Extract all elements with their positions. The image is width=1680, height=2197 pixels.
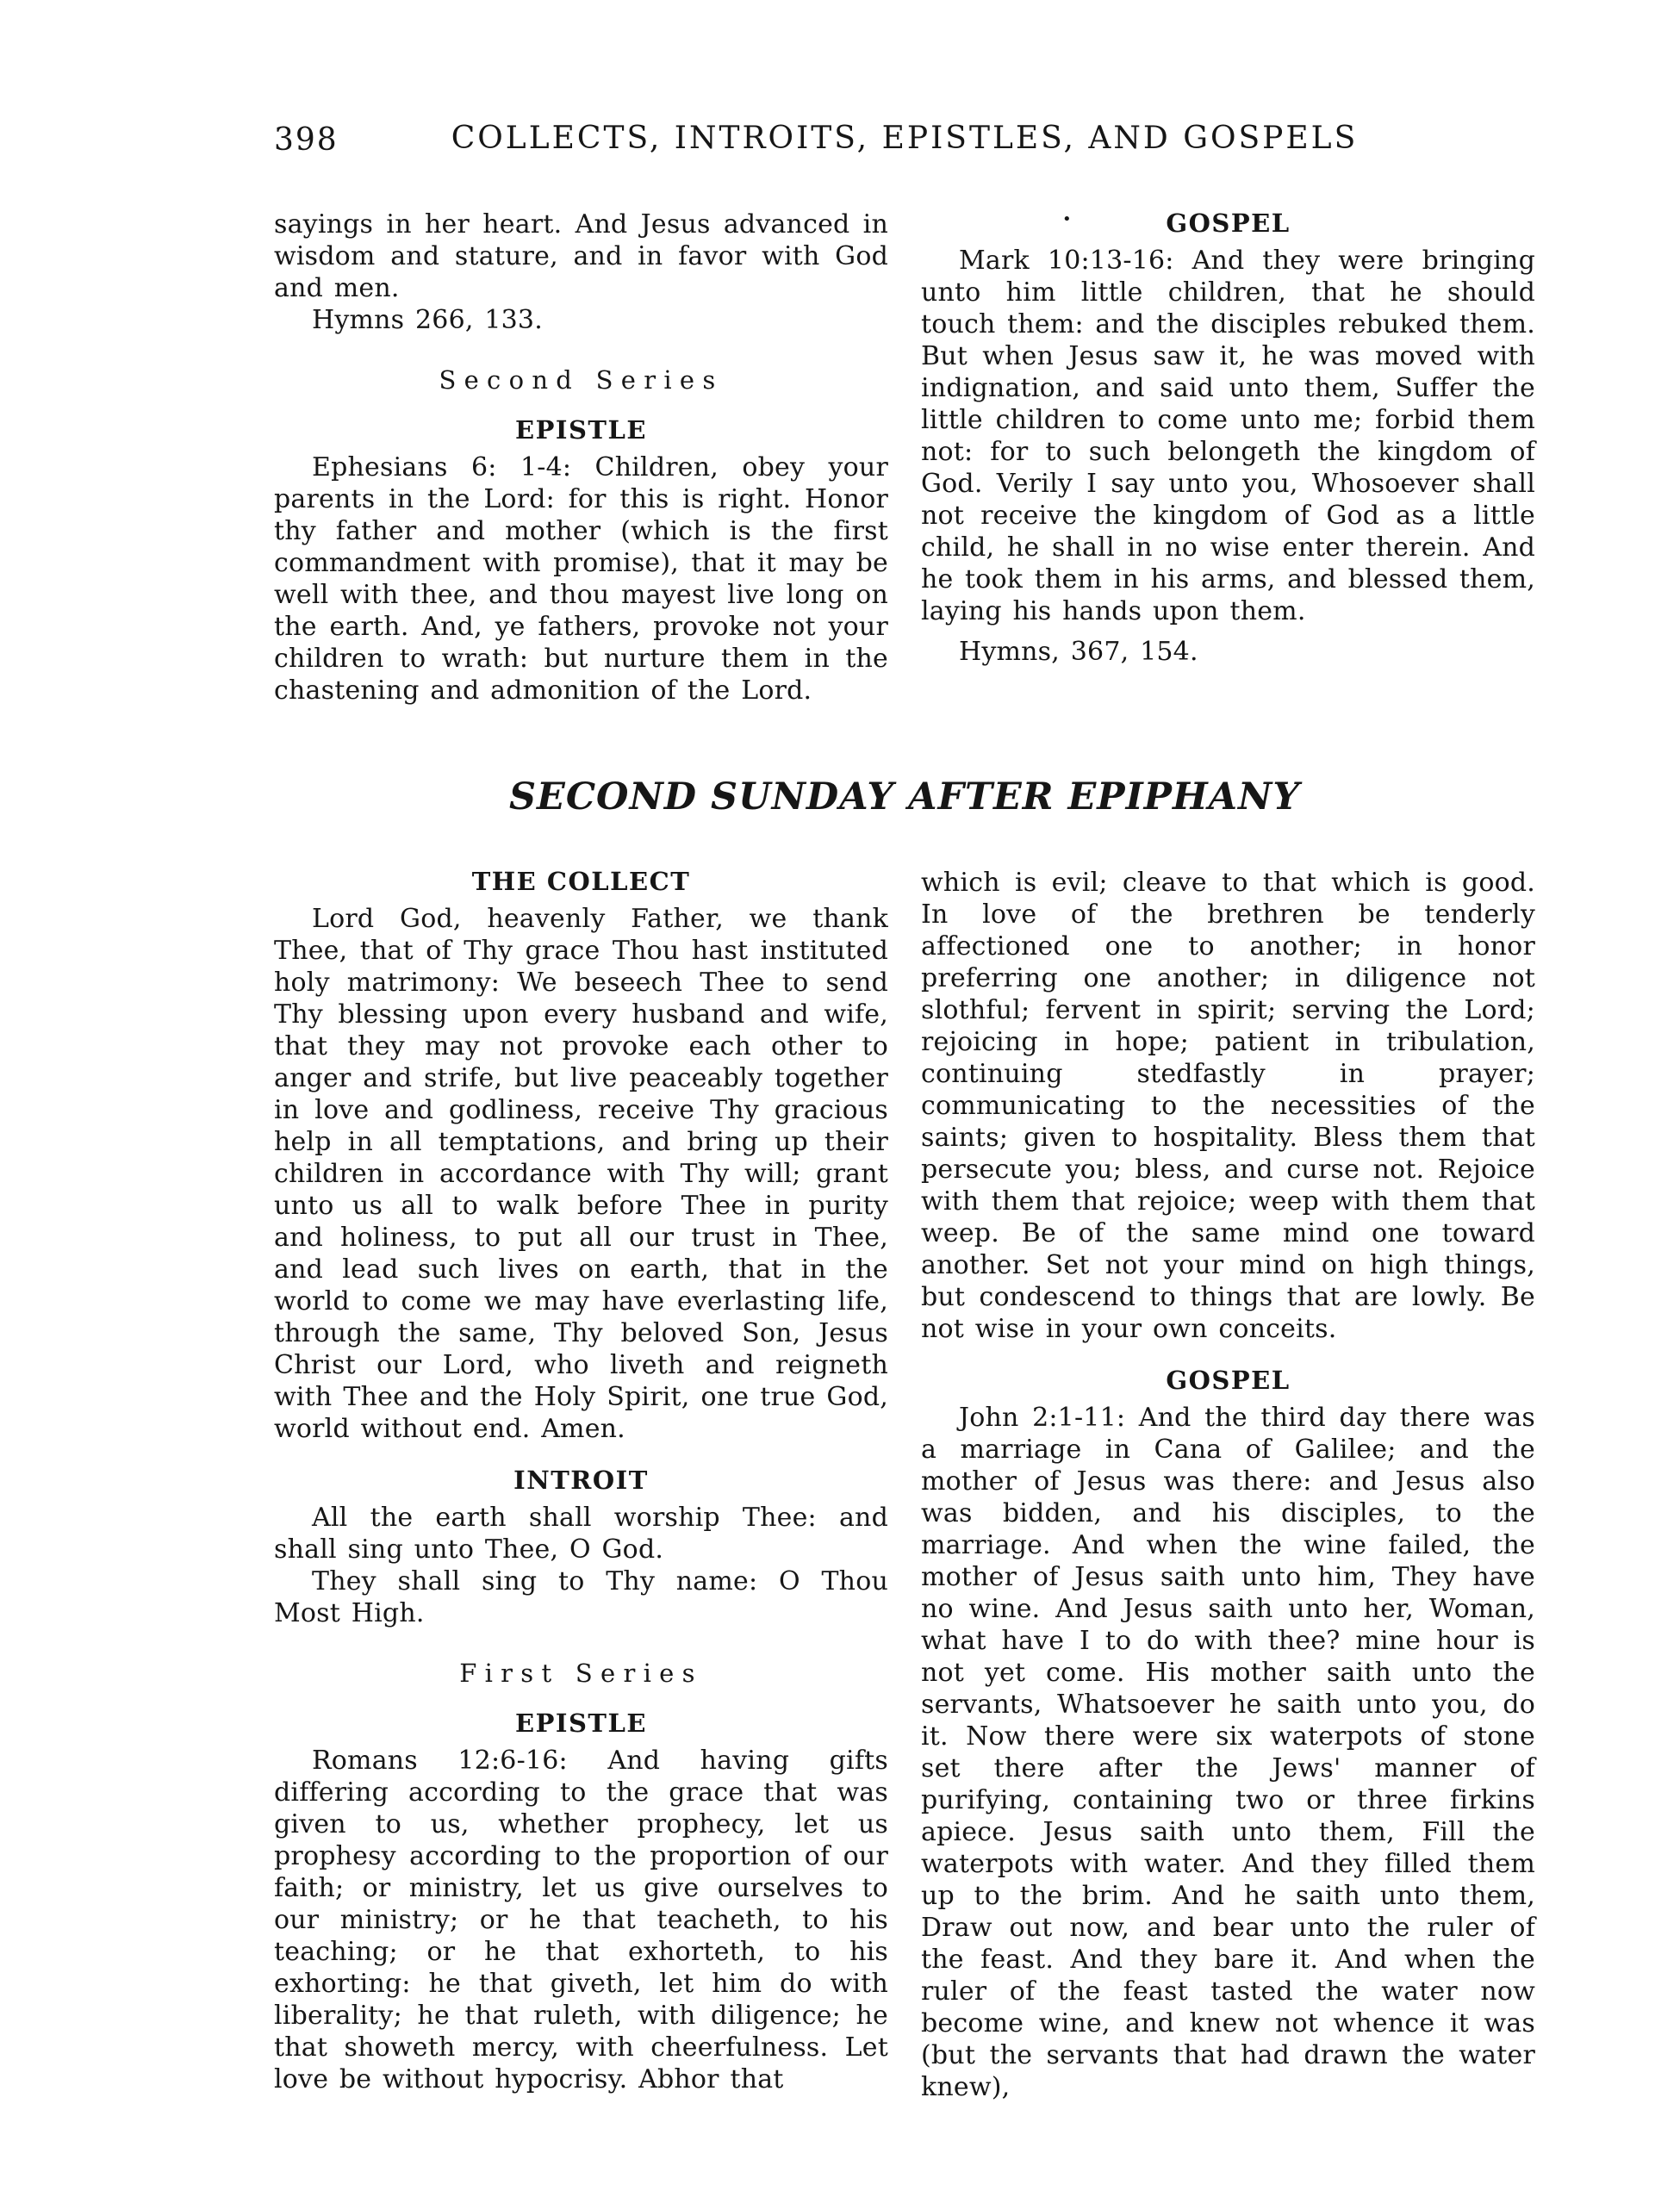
gospel-text: John 2:1-11: And the third day there was a marriage in Cana of Galilee; and the mother of Jesus was there: and Jesus also was bidden, and his disciples, to the marriage. And when the wine failed, the mother of Jesus saith unto him, They have no wine. And Jesus saith unto her, Woman, what have I to do with thee? mine hour is not yet come. His mother saith unto the servants, Whatsoever he saith unto you, do it. Now there were six waterpots of stone set there after the Jews' manner of purifying, containing two or three firkins apiece. Jesus saith unto them, Fill the waterpots with water. And they filled them up to the brim. And he saith unto them, Draw out now, and bear unto the ruler of the feast. And they bare it. And when the ruler of the feast tasted the water now become wine, and knew not whence it was (but the servants that had drawn the water knew), xyxy=(921,1403,1535,2102)
main-left-column xyxy=(274,867,888,2103)
main-right-column xyxy=(921,867,1535,2103)
gospel-heading xyxy=(921,208,1535,238)
bullet-mark: • xyxy=(1061,210,1073,228)
running-title: COLLECTS, INTROITS, EPISTLES, AND GOSPELS xyxy=(451,121,1359,156)
page-header xyxy=(274,121,1535,162)
main-section xyxy=(274,867,1535,2103)
gospel-text: Mark 10:13-16: And they were bringing unto him little children, that he should touch them: and the disciples rebuked them. But when Jesus saw it, he was moved with indignation, and said unto them, Suffer the little children to come unto me; forbid them not: for to such belongeth the kingdom of God. Verily I say unto you, Whosoever shall not receive the kingdom of God as a little child, he shall in no wise enter therein. And he took them in his arms, and blessed them, laying his hands upon them. xyxy=(921,246,1535,626)
collect-text: Lord God, heavenly Father, we thank Thee, that of Thy grace Thou hast instituted holy matrimony: We beseech Thee to send Thy blessing upon every husband and wife, that they may not provoke each other to anger and strife, but live peaceably together in love and godliness, receive Thy gracious help in all temptations, and bring up their children in accordance with Thy will; grant unto us all to walk before Thee in purity and holiness, to put all our trust in Thee, and lead such lives on earth, that in the world to come we may have everlasting life, through the same, Thy beloved Son, Jesus Christ our Lord, who liveth and reigneth with Thee and the Holy Spirit, one true God, world without end. Amen. xyxy=(274,904,888,1444)
epistle-text: Romans 12:6-16: And having gifts differing according to the grace that was given to us, whether prophecy, let us prophesy according to the proportion of our faith; or ministry, let us give ourselves to our ministry; or he that teacheth, to his teaching; or he that exhorteth, to his exhorting: he that giveth, let him do with liberality; he that ruleth, with diligence; he that showeth mercy, with cheerfulness. Let love be without hypocrisy. Abhor that xyxy=(274,1746,888,2094)
page-number: 398 xyxy=(274,122,339,158)
gospel-heading-label: GOSPEL xyxy=(1166,208,1291,238)
top-section xyxy=(274,208,1535,706)
introit-heading: INTROIT xyxy=(513,1466,649,1495)
collect-heading: THE COLLECT xyxy=(471,867,691,896)
sunday-section-heading: SECOND SUNDAY AFTER EPIPHANY xyxy=(508,775,1301,818)
continuation-paragraph: sayings in her heart. And Jesus advanced in wisdom and stature, and in favor with God and men. xyxy=(274,209,888,303)
gospel-heading: GOSPEL xyxy=(1166,1366,1291,1395)
second-series-heading: Second Series xyxy=(439,365,724,395)
introit-verse-2: They shall sing to Thy name: O Thou Most High. xyxy=(274,1566,888,1628)
epistle-heading: EPISTLE xyxy=(515,1708,647,1738)
top-right-column xyxy=(921,208,1535,706)
first-series-heading: First Series xyxy=(459,1659,703,1688)
epistle-heading: EPISTLE xyxy=(515,415,647,445)
epistle-text: Ephesians 6: 1-4: Children, obey your parents in the Lord: for this is right. Honor thy father and mother (which is the first commandment with promise), that it may be well with thee, and thou mayest live long on the earth. And, ye fathers, provoke not your children to wrath: but nurture them in the chastening and admonition of the Lord. xyxy=(274,452,888,706)
epistle-continuation-text: which is evil; cleave to that which is good. In love of the brethren be tenderly affectioned one to another; in honor preferring one another; in diligence not slothful; fervent in spirit; serving the Lord; rejoicing in hope; patient in tribulation, continuing stedfastly in prayer; communicating to the necessities of the saints; given to hospitality. Bless them that persecute you; bless, and curse not. Rejoice with them that rejoice; weep with them that weep. Be of the same mind one toward another. Set not your mind on high things, but condescend to things that are lowly. Be not wise in your own conceits. xyxy=(921,868,1535,1344)
hymns-reference: Hymns 266, 133. xyxy=(312,305,543,335)
top-left-column xyxy=(274,208,888,706)
introit-verse-1: All the earth shall worship Thee: and shall sing unto Thee, O God. xyxy=(274,1503,888,1565)
hymns-reference: Hymns, 367, 154. xyxy=(959,637,1198,667)
